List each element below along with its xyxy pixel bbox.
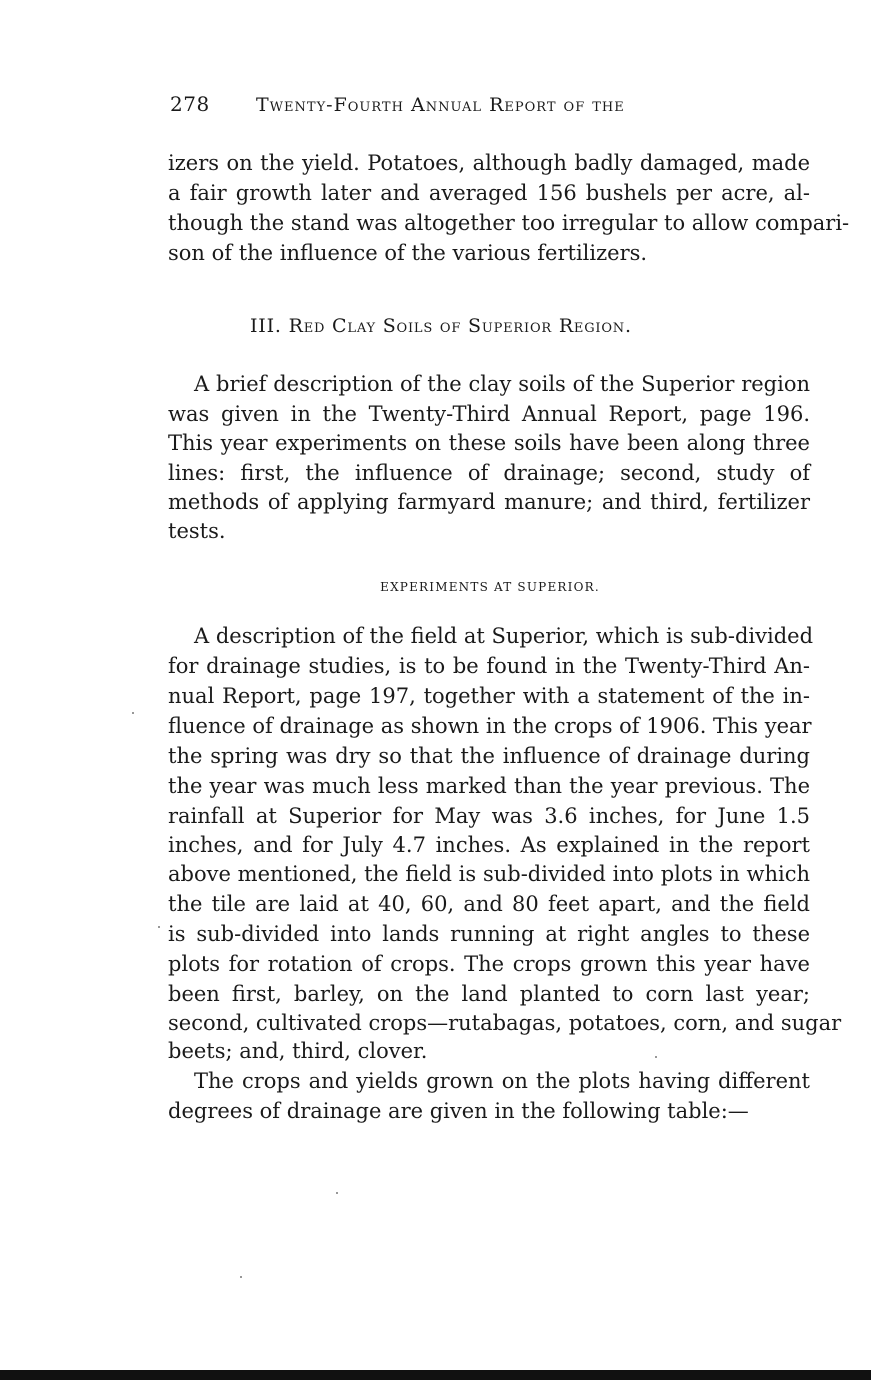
paragraph-3-line-5: the spring was dry so that the influence of drainage during xyxy=(168,744,810,768)
paragraph-1-line-1: izers on the yield. Potatoes, although badly damaged, made xyxy=(168,151,810,175)
page-header xyxy=(170,92,810,126)
subsection-heading: EXPERIMENTS AT SUPERIOR. xyxy=(380,580,600,594)
paragraph-1-line-2: a fair growth later and averaged 156 bushels per acre, al- xyxy=(168,181,810,205)
paragraph-3-line-3: nual Report, page 197, together with a statement of the in- xyxy=(168,684,810,708)
page-bottom-edge xyxy=(0,1370,871,1380)
paragraph-3-line-9: above mentioned, the field is sub-divided into plots in which xyxy=(168,862,810,886)
paragraph-2-line-5: methods of applying farmyard manure; and third, fertilizer xyxy=(168,490,810,514)
page-number: 278 xyxy=(170,92,210,116)
paragraph-1-line-3: though the stand was altogether too irregular to allow compari- xyxy=(168,211,850,235)
paragraph-2-line-2: was given in the Twenty-Third Annual Report, page 196. xyxy=(168,402,810,426)
running-head: Twenty-Fourth Annual Report of the xyxy=(256,94,625,116)
paragraph-1-line-4: son of the influence of the various fertilizers. xyxy=(168,241,648,265)
paragraph-2-line-6: tests. xyxy=(168,519,226,543)
paragraph-4-line-2: degrees of drainage are given in the following table:— xyxy=(168,1099,749,1123)
paragraph-2-line-3: This year experiments on these soils have been along three xyxy=(168,431,810,455)
paragraph-2-line-4: lines: first, the influence of drainage; second, study of xyxy=(168,461,810,485)
scan-speck xyxy=(336,1192,338,1194)
scan-speck xyxy=(132,712,134,714)
paragraph-3-line-2: for drainage studies, is to be found in the Twenty-Third An- xyxy=(168,654,810,678)
paragraph-4-line-1: The crops and yields grown on the plots having different xyxy=(194,1069,810,1093)
paragraph-3-line-14: second, cultivated crops—rutabagas, potatoes, corn, and sugar xyxy=(168,1011,842,1035)
paragraph-2-line-1: A brief description of the clay soils of the Superior region xyxy=(194,372,810,396)
scan-speck xyxy=(240,1276,242,1278)
paragraph-3-line-12: plots for rotation of crops. The crops grown this year have xyxy=(168,952,810,976)
section-heading: III. Red Clay Soils of Superior Region. xyxy=(250,315,632,337)
paragraph-3-line-4: fluence of drainage as shown in the crops of 1906. This year xyxy=(168,714,812,738)
paragraph-3-line-7: rainfall at Superior for May was 3.6 inches, for June 1.5 xyxy=(168,804,810,828)
scan-speck xyxy=(655,1056,657,1058)
paragraph-3-line-8: inches, and for July 4.7 inches. As explained in the report xyxy=(168,833,810,857)
paragraph-3-line-10: the tile are laid at 40, 60, and 80 feet apart, and the field xyxy=(168,892,810,916)
paragraph-3-line-6: the year was much less marked than the year previous. The xyxy=(168,774,810,798)
paragraph-3-line-13: been first, barley, on the land planted to corn last year; xyxy=(168,982,810,1006)
paragraph-3-line-11: is sub-divided into lands running at right angles to these xyxy=(168,922,810,946)
paragraph-3-line-15: beets; and, third, clover. xyxy=(168,1039,428,1063)
paragraph-3-line-1: A description of the field at Superior, which is sub-divided xyxy=(194,624,814,648)
scan-speck xyxy=(158,926,160,928)
